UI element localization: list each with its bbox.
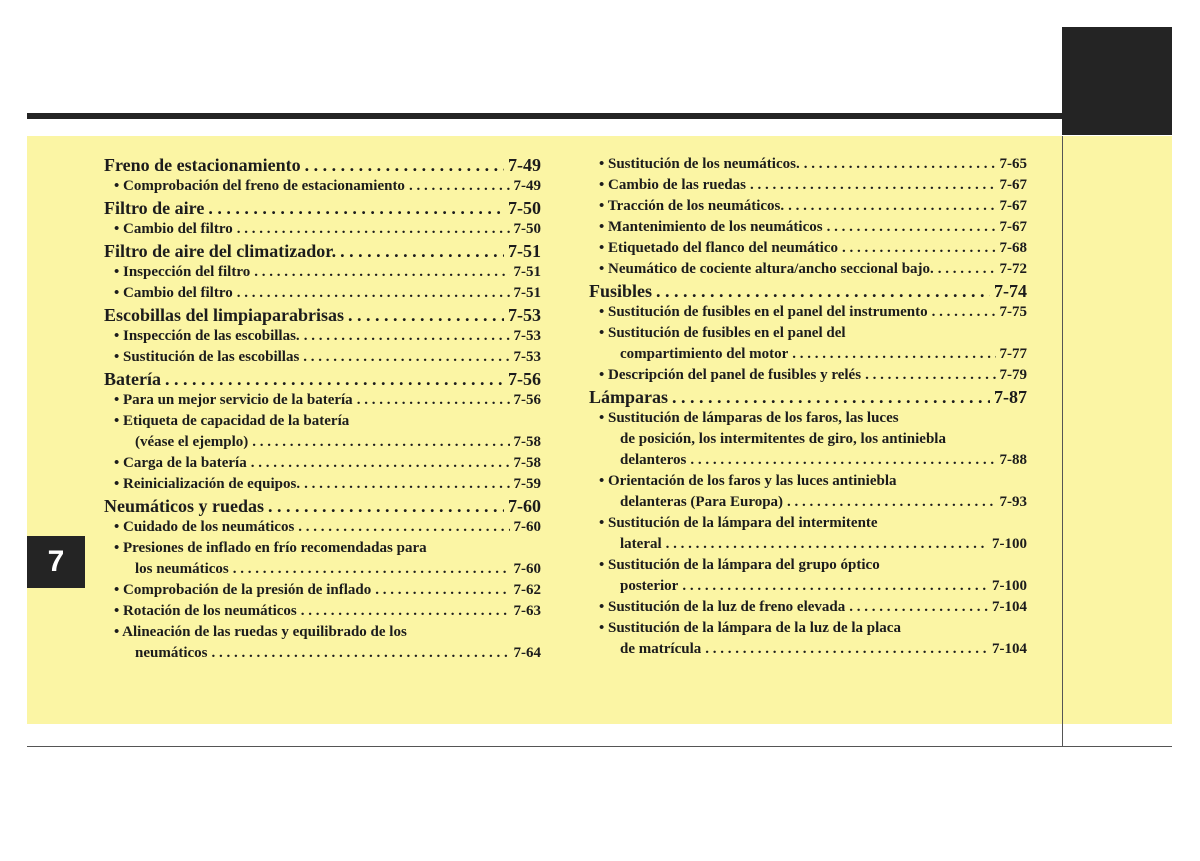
toc-entry-label: neumáticos <box>135 645 208 661</box>
toc-page-number: 7-104 <box>992 641 1027 657</box>
toc-heading-entry[interactable] <box>104 197 541 219</box>
toc-entry-label: Filtro de aire del climatizador. <box>104 241 337 261</box>
dot-leader <box>932 302 996 323</box>
dot-leader <box>301 601 510 622</box>
toc-page-number: 7-53 <box>513 328 541 344</box>
dot-leader <box>233 559 510 580</box>
dot-leader <box>237 219 510 240</box>
toc-entry-label: • Cambio de las ruedas <box>599 177 746 193</box>
dot-leader <box>303 347 509 368</box>
toc-entry-label: • Cambio del filtro <box>114 285 233 301</box>
toc-entry[interactable] <box>104 347 541 368</box>
toc-entry-label: • Orientación de los faros y las luces antiniebla <box>599 473 897 489</box>
toc-entry-label: • Comprobación de la presión de inflado <box>114 582 372 598</box>
dot-leader <box>938 259 996 280</box>
toc-page-number: 7-77 <box>999 346 1027 362</box>
toc-page-number: 7-49 <box>508 155 541 175</box>
toc-page-number: 7-67 <box>999 198 1027 214</box>
toc-page-number: 7-64 <box>513 645 541 661</box>
toc-heading-entry[interactable] <box>104 154 541 176</box>
toc-entry-label: • Sustitución de la lámpara del intermitente <box>599 515 878 531</box>
toc-entry-label: Freno de estacionamiento <box>104 155 301 175</box>
dot-leader <box>252 432 509 453</box>
toc-entry-label: • Inspección del filtro <box>114 264 251 280</box>
toc-entry[interactable] <box>589 450 1027 471</box>
toc-page-number: 7-49 <box>513 178 541 194</box>
dot-leader <box>666 534 988 555</box>
toc-page-number: 7-100 <box>992 536 1027 552</box>
dot-leader <box>672 386 990 408</box>
toc-entry[interactable] <box>589 196 1027 217</box>
toc-entry-label: • Presiones de inflado en frío recomendadas para <box>114 540 427 556</box>
toc-entry-label: Lámparas <box>589 387 669 407</box>
toc-page-number: 7-51 <box>513 285 541 301</box>
toc-entry[interactable] <box>104 326 541 347</box>
toc-entry-label: • Cuidado de los neumáticos <box>114 519 295 535</box>
top-rule <box>27 113 1062 119</box>
toc-entry[interactable] <box>104 432 541 453</box>
toc-page-number: 7-50 <box>513 221 541 237</box>
toc-entry[interactable] <box>589 576 1027 597</box>
toc-page-number: 7-56 <box>508 369 541 389</box>
toc-entry[interactable] <box>589 513 1027 534</box>
toc-entry[interactable] <box>589 238 1027 259</box>
toc-entry-label: • Sustitución de lámparas de los faros, las luces <box>599 410 899 426</box>
toc-page-number: 7-88 <box>999 452 1027 468</box>
toc-heading-entry[interactable] <box>104 368 541 390</box>
dot-leader <box>165 368 504 390</box>
toc-page-number: 7-75 <box>999 304 1027 320</box>
toc-entry[interactable] <box>104 601 541 622</box>
toc-page-number: 7-100 <box>992 578 1027 594</box>
toc-entry[interactable] <box>589 408 1027 429</box>
toc-entry-label: • Sustitución de la lámpara de la luz de la placa <box>599 620 901 636</box>
toc-entry[interactable] <box>104 474 541 495</box>
toc-entry-label: • Etiquetado del flanco del neumático <box>599 240 839 256</box>
dot-leader <box>792 344 995 365</box>
toc-entry-label: Fusibles <box>589 281 653 301</box>
toc-entry-label: • Sustitución de los neumáticos. <box>599 156 800 172</box>
toc-page-number: 7-65 <box>999 156 1027 172</box>
dot-leader <box>409 176 510 197</box>
toc-entry-label: • Etiqueta de capacidad de la batería <box>114 413 350 429</box>
toc-page-number: 7-87 <box>994 387 1027 407</box>
toc-entry[interactable] <box>104 580 541 601</box>
toc-entry-label: • Para un mejor servicio de la batería <box>114 392 353 408</box>
toc-entry-label: posterior <box>620 578 679 594</box>
toc-entry[interactable] <box>589 492 1027 513</box>
toc-entry[interactable] <box>104 390 541 411</box>
corner-tab-block <box>1062 27 1172 135</box>
dot-leader <box>340 240 504 262</box>
dot-leader <box>254 262 509 283</box>
toc-entry-label: Batería <box>104 369 161 389</box>
toc-entry-label: • Sustitución de fusibles en el panel del instrumento <box>599 304 928 320</box>
toc-entry-label: delanteras (Para Europa) <box>620 494 784 510</box>
toc-entry-label: • Sustitución de fusibles en el panel del <box>599 325 846 341</box>
toc-entry[interactable] <box>104 622 541 643</box>
toc-page-number: 7-62 <box>513 582 541 598</box>
toc-page-number: 7-67 <box>999 177 1027 193</box>
toc-page-number: 7-53 <box>513 349 541 365</box>
dot-leader <box>849 597 988 618</box>
bottom-rule <box>27 746 1172 747</box>
toc-entry-label: • Reinicialización de equipos. <box>114 476 301 492</box>
toc-entry-label: delanteros <box>620 452 687 468</box>
toc-heading-entry[interactable] <box>104 240 541 262</box>
toc-page-number: 7-68 <box>999 240 1027 256</box>
toc-entry[interactable] <box>589 259 1027 280</box>
toc-entry[interactable] <box>104 453 541 474</box>
toc-entry-label: los neumáticos <box>135 561 229 577</box>
dot-leader <box>304 326 510 347</box>
toc-entry-label: • Cambio del filtro <box>114 221 233 237</box>
toc-entry-label: • Sustitución de la lámpara del grupo óptico <box>599 557 880 573</box>
toc-entry[interactable] <box>104 517 541 538</box>
dot-leader <box>208 197 504 219</box>
dot-leader <box>842 238 995 259</box>
toc-page-number: 7-93 <box>999 494 1027 510</box>
toc-page-number: 7-63 <box>513 603 541 619</box>
dot-leader <box>788 196 995 217</box>
dot-leader <box>750 175 996 196</box>
toc-entry[interactable] <box>589 365 1027 386</box>
toc-entry[interactable] <box>104 219 541 240</box>
toc-entry[interactable] <box>104 411 541 432</box>
toc-entry[interactable] <box>104 262 541 283</box>
toc-entry-label: • Tracción de los neumáticos. <box>599 198 785 214</box>
toc-entry[interactable] <box>104 559 541 580</box>
toc-entry[interactable] <box>104 283 541 304</box>
toc-entry[interactable] <box>104 643 541 664</box>
toc-page-number: 7-58 <box>513 455 541 471</box>
toc-page-number: 7-59 <box>513 476 541 492</box>
dot-leader <box>865 365 995 386</box>
toc-page-number: 7-51 <box>508 241 541 261</box>
toc-entry[interactable] <box>589 344 1027 365</box>
toc-entry-label: • Alineación de las ruedas y equilibrado de los <box>114 624 407 640</box>
toc-entry-label: • Comprobación del freno de estacionamiento <box>114 178 405 194</box>
toc-entry[interactable] <box>589 471 1027 492</box>
toc-heading-entry[interactable] <box>104 495 541 517</box>
toc-left-column <box>104 154 541 664</box>
dot-leader <box>251 453 510 474</box>
toc-page-number: 7-72 <box>999 261 1027 277</box>
dot-leader <box>787 492 995 513</box>
dot-leader <box>656 280 990 302</box>
dot-leader <box>212 643 510 664</box>
toc-entry-label: • Sustitución de la luz de freno elevada <box>599 599 846 615</box>
toc-entry-label: compartimiento del motor <box>620 346 789 362</box>
toc-entry-label: (véase el ejemplo) <box>135 434 249 450</box>
toc-entry[interactable] <box>589 618 1027 639</box>
toc-entry-label: • Neumático de cociente altura/ancho seccional bajo. <box>599 261 934 277</box>
toc-entry-label: de matrícula <box>620 641 702 657</box>
toc-page-number: 7-60 <box>513 561 541 577</box>
dot-leader <box>348 304 504 326</box>
toc-entry[interactable] <box>589 555 1027 576</box>
toc-entry[interactable] <box>589 154 1027 175</box>
toc-page-number: 7-60 <box>513 519 541 535</box>
dot-leader <box>357 390 510 411</box>
toc-entry[interactable] <box>589 302 1027 323</box>
toc-entry-label: Neumáticos y ruedas <box>104 496 264 516</box>
dot-leader <box>298 517 509 538</box>
toc-heading-entry[interactable] <box>589 386 1027 408</box>
toc-heading-entry[interactable] <box>589 280 1027 302</box>
dot-leader <box>237 283 510 304</box>
toc-page-number: 7-51 <box>513 264 541 280</box>
toc-entry-label: • Inspección de las escobillas. <box>114 328 300 344</box>
dot-leader <box>304 474 509 495</box>
dot-leader <box>268 495 504 517</box>
dot-leader <box>375 580 509 601</box>
toc-page-number: 7-104 <box>992 599 1027 615</box>
toc-entry[interactable] <box>589 429 1027 450</box>
dot-leader <box>827 217 996 238</box>
toc-entry-label: • Mantenimiento de los neumáticos <box>599 219 823 235</box>
toc-page-number: 7-79 <box>999 367 1027 383</box>
toc-entry-label: • Descripción del panel de fusibles y relés <box>599 367 862 383</box>
dot-leader <box>682 576 988 597</box>
toc-entry[interactable] <box>104 538 541 559</box>
toc-entry[interactable] <box>104 176 541 197</box>
toc-page-number: 7-50 <box>508 198 541 218</box>
toc-entry[interactable] <box>589 323 1027 344</box>
toc-heading-entry[interactable] <box>104 304 541 326</box>
dot-leader <box>690 450 995 471</box>
dot-leader <box>305 154 504 176</box>
toc-right-column <box>589 154 1027 660</box>
toc-entry-label: lateral <box>620 536 662 552</box>
toc-entry-label: • Carga de la batería <box>114 455 247 471</box>
chapter-tab: 7 <box>27 536 85 588</box>
toc-entry-label: de posición, los intermitentes de giro, los antiniebla <box>620 431 946 447</box>
toc-entry-label: Escobillas del limpiaparabrisas <box>104 305 345 325</box>
toc-page-number: 7-53 <box>508 305 541 325</box>
toc-page-number: 7-60 <box>508 496 541 516</box>
toc-entry[interactable] <box>589 217 1027 238</box>
margin-divider <box>1062 136 1063 746</box>
toc-entry[interactable] <box>589 639 1027 660</box>
toc-entry[interactable] <box>589 175 1027 196</box>
dot-leader <box>804 154 996 175</box>
toc-entry[interactable] <box>589 534 1027 555</box>
toc-page-number: 7-56 <box>513 392 541 408</box>
toc-entry-label: • Sustitución de las escobillas <box>114 349 300 365</box>
toc-entry[interactable] <box>589 597 1027 618</box>
toc-page-number: 7-67 <box>999 219 1027 235</box>
toc-entry-label: Filtro de aire <box>104 198 205 218</box>
toc-page-number: 7-58 <box>513 434 541 450</box>
toc-page-number: 7-74 <box>994 281 1027 301</box>
dot-leader <box>705 639 988 660</box>
toc-entry-label: • Rotación de los neumáticos <box>114 603 297 619</box>
